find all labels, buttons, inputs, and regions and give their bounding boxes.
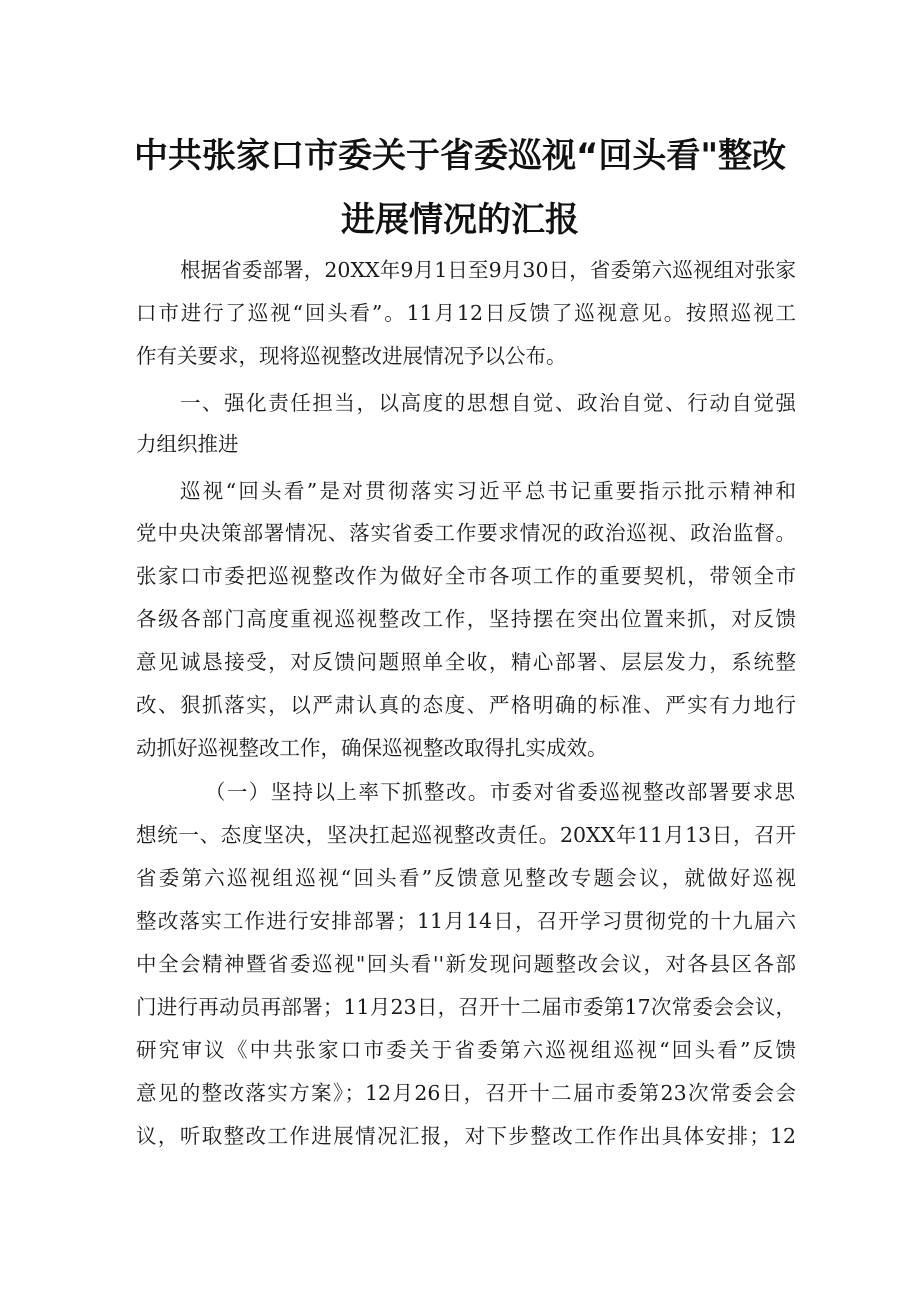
paragraph-line: 门进行再动员再部署；11月23日，召开十二届市委第17次常委会会议， [136,995,796,1019]
paragraph-line: 省委第六巡视组巡视“回头看”反馈意见整改专题会议，就做好巡视 [136,866,796,890]
paragraph-line: 整改落实工作进行安排部署；11月14日，召开学习贯彻党的十九届六 [136,909,796,933]
document-title-line-1: 中共张家口市委关于省委巡视“回头看"整改 [133,136,787,176]
paragraph-line: 根据省委部署，20XX年9月1日至9月30日，省委第六巡视组对张家 [180,258,796,282]
paragraph-line: 中全会精神暨省委巡视"回头看''新发现问题整改会议，对各县区各部 [136,952,796,976]
document-title-line-2: 进展情况的汇报 [341,200,579,240]
paragraph-line: 议，听取整改工作进展情况汇报，对下步整改工作作出具体安排；12 [136,1124,796,1148]
paragraph-line: 口市进行了巡视“回头看”。11月12日反馈了巡视意见。按照巡视工 [136,301,796,325]
paragraph-line: 动抓好巡视整改工作，确保巡视整改取得扎实成效。 [136,736,608,760]
section-heading-line: 力组织推进 [136,432,239,456]
paragraph-line: 想统一、态度坚决，坚决扛起巡视整改责任。20XX年11月13日，召开 [136,823,796,847]
paragraph-line: 张家口市委把巡视整改作为做好全市各项工作的重要契机，带领全市 [136,564,796,588]
subsection-line: （一）坚持以上率下抓整改。市委对省委巡视整改部署要求思 [205,780,795,804]
paragraph-line: 改、狠抓落实，以严肃认真的态度、严格明确的标准、严实有力地行 [136,693,796,717]
paragraph-line: 作有关要求，现将巡视整改进展情况予以公布。 [136,344,567,368]
section-heading-line: 一、强化责任担当，以高度的思想自觉、政治自觉、行动自觉强 [180,391,796,415]
paragraph-line: 党中央决策部署情况、落实省委工作要求情况的政治巡视、政治监督。 [136,521,796,545]
paragraph-line: 各级各部门高度重视巡视整改工作，坚持摆在突出位置来抓，对反馈 [136,607,796,631]
paragraph-line: 研究审议《中共张家口市委关于省委第六巡视组巡视“回头看”反馈 [136,1038,796,1062]
paragraph-line: 意见诚恳接受，对反馈问题照单全收，精心部署、层层发力，系统整 [136,650,796,674]
paragraph-line: 意见的整改落实方案》；12月26日，召开十二届市委第23次常委会会 [136,1081,796,1105]
paragraph-line: 巡视“回头看”是对贯彻落实习近平总书记重要指示批示精神和 [180,479,796,503]
